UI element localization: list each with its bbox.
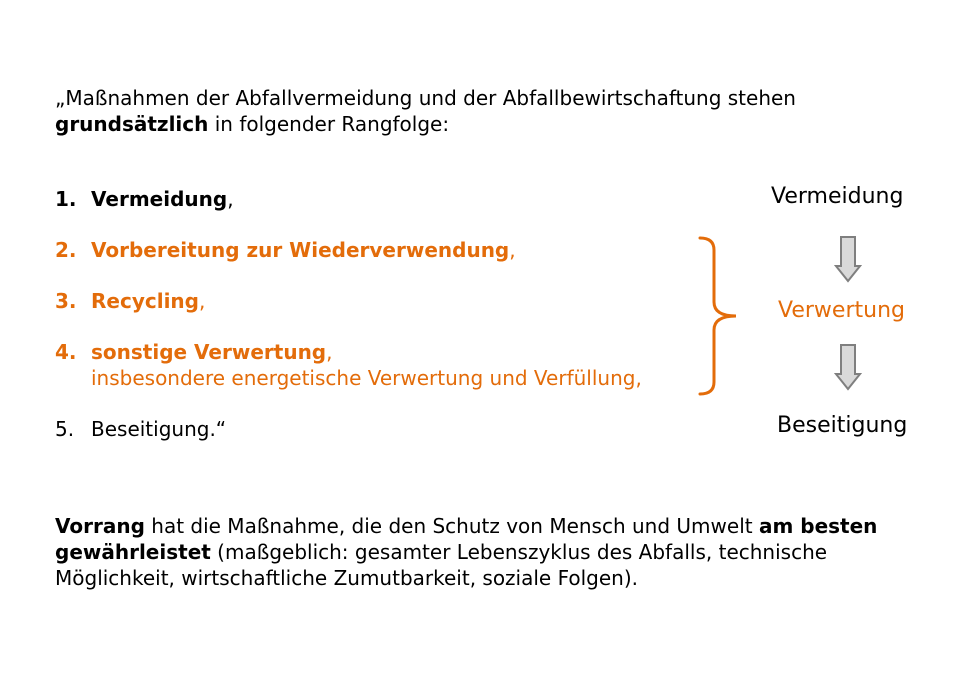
down-arrow-icon <box>834 236 862 284</box>
item-number: 2. <box>55 238 77 262</box>
side-label-vermeidung: Vermeidung <box>771 184 904 209</box>
item-subtext: insbesondere energetische Verwertung und Verfüllung, <box>91 366 642 390</box>
list-item-2: 2. Vorbereitung zur Wiederverwendung, <box>55 238 516 262</box>
item-number: 3. <box>55 289 77 313</box>
list-item-3: 3. Recycling, <box>55 289 206 313</box>
item-label: Vorbereitung zur Wiederverwendung <box>91 238 510 262</box>
side-label-verwertung: Verwertung <box>778 298 905 323</box>
footer-paragraph: Vorrang hat die Maßnahme, die den Schutz von Mensch und Umwelt am besten gewährleistet (maßgeblich: gesamter Lebenszyklus des Abfalls, technische Möglichkeit, wirtschaftliche Zumutbarkeit, soziale Folgen). <box>55 514 878 590</box>
item-label: sonstige Verwertung <box>91 340 327 364</box>
down-arrow-icon <box>834 344 862 392</box>
curly-brace-icon <box>696 234 746 400</box>
side-label-beseitigung: Beseitigung <box>777 413 908 438</box>
list-item-4: 4. sonstige Verwertung, insbesondere energetische Verwertung und Verfüllung, <box>55 340 642 390</box>
item-label: Vermeidung <box>91 187 228 211</box>
footer-bold-vorrang: Vorrang <box>55 514 145 538</box>
item-number: 5. <box>55 417 75 441</box>
item-number: 4. <box>55 340 77 364</box>
intro-text-end: in folgender Rangfolge: <box>208 112 450 136</box>
footer-bold-am-besten: am besten gewährleistet <box>55 514 878 564</box>
intro-text: „Maßnahmen der Abfallvermeidung und der Abfallbewirtschaftung stehen <box>55 86 796 110</box>
list-item-1: 1. Vermeidung, <box>55 187 234 211</box>
intro-paragraph <box>55 85 915 137</box>
item-label: Recycling <box>91 289 199 313</box>
list-item-5 <box>55 416 226 442</box>
item-label: Beseitigung.“ <box>91 417 227 441</box>
intro-bold: grundsätzlich <box>55 112 209 136</box>
item-number: 1. <box>55 187 77 211</box>
